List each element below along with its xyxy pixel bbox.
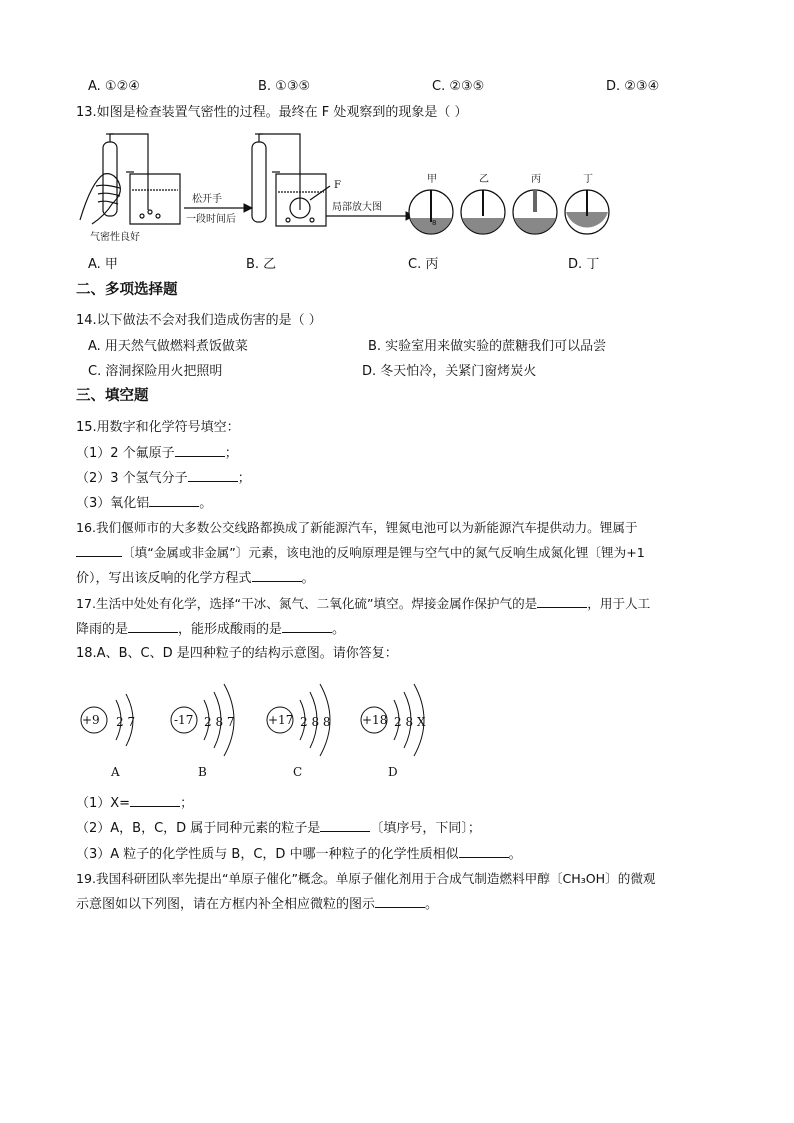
section-2-heading: 二、多项选择题	[76, 282, 178, 298]
arrow-2	[326, 212, 414, 220]
q13-option-b: B. 乙	[246, 257, 277, 272]
atom-d-label: D	[388, 765, 398, 779]
answer-blank[interactable]	[130, 794, 180, 807]
q19-line-2: 示意图如以下列图，请在方框内补全相应微粒的图示 。	[76, 897, 439, 912]
panel-jia	[409, 190, 453, 234]
q13-option-a: A. 甲	[88, 257, 118, 272]
answer-blank[interactable]	[282, 620, 332, 633]
q16-line-3: 价），写出该反响的化学方程式 。	[76, 571, 315, 586]
q16-line-2: 〔填“金属或非金属”〕元素，该电池的反响原理是锂与空气中的氮气反响生成氮化锂〔锂为+1	[76, 544, 645, 562]
answer-blank[interactable]	[320, 819, 370, 832]
panel-label-ding: 丁	[583, 174, 593, 185]
panel-ding	[565, 190, 609, 234]
q13-figure	[76, 128, 636, 252]
answer-blank[interactable]	[252, 569, 302, 582]
answer-blank[interactable]	[149, 494, 199, 507]
q15-item-3: （3）氧化铝 。	[76, 496, 213, 511]
q13-stem: 13.如图是检查装置气密性的过程。最终在 F 处观察到的现象是（ ）	[76, 105, 468, 120]
answer-blank[interactable]	[375, 895, 425, 908]
panel-label-jia: 甲	[427, 174, 437, 185]
fig-label-left: 气密性良好	[90, 232, 140, 243]
arrow1-top-label: 松开手	[192, 194, 222, 205]
atom-a-label: A	[111, 765, 120, 779]
q14-stem: 14.以下做法不会对我们造成伤害的是（ ）	[76, 313, 322, 328]
q12-option-a: A. ①②④	[88, 79, 140, 94]
answer-blank[interactable]	[128, 620, 178, 633]
beaker-2	[272, 172, 330, 226]
q18-stem: 18.A、B、C、D 是四种粒子的结构示意图。请你答复：	[76, 646, 398, 661]
svg-text:8: 8	[432, 219, 437, 227]
atom-b-nucleus: -17	[174, 713, 194, 727]
panel-label-bing: 丙	[531, 174, 541, 185]
q12-option-c: C. ②③⑤	[432, 79, 485, 94]
f-label: F	[334, 180, 341, 191]
q14-option-b: B. 实验室用来做实验的蔗糖我们可以品尝	[368, 339, 607, 354]
atom-d-electrons: 2 8 X	[394, 715, 426, 729]
q14-option-a: A. 用天然气做燃料煮饭做菜	[88, 339, 248, 354]
q12-option-d: D. ②③④	[606, 79, 660, 94]
section-3-heading: 三、填空题	[76, 388, 149, 404]
answer-blank[interactable]	[459, 845, 509, 858]
atom-a-electrons: 2 7	[116, 715, 136, 729]
arrow-1	[184, 204, 252, 212]
q17-line-2: 降雨的是 ，能形成酸雨的是 。	[76, 622, 346, 637]
q18-sub-1: （1）X= ；	[76, 796, 194, 811]
atom-d-nucleus: +18	[362, 713, 388, 727]
q16-line-1: 16.我们偃师市的大多数公交线路都换成了新能源汽车，锂氮电池可以为新能源汽车提供动力。锂属于	[76, 520, 638, 535]
panel-bing	[513, 190, 557, 234]
answer-blank[interactable]	[188, 469, 238, 482]
q15-item-2: （2）3 个氢气分子 ；	[76, 471, 251, 486]
q18-sub-2: （2）A，B，C，D 属于同种元素的粒子是 〔填序号，下同〕；	[76, 821, 481, 836]
panel-label-yi: 乙	[479, 174, 489, 185]
q15-item-1: （1）2 个氟原子 ；	[76, 446, 238, 461]
q14-option-d: D. 冬天怕冷，关紧门窗烤炭火	[362, 364, 537, 379]
q18-sub-3: （3）A 粒子的化学性质与 B，C，D 中哪一种粒子的化学性质相似 。	[76, 847, 522, 862]
atom-a-nucleus: +9	[82, 713, 100, 727]
atom-c-label: C	[293, 765, 303, 779]
q13-option-d: D. 丁	[568, 257, 600, 272]
q19-line-1: 19.我国科研团队率先提出“单原子催化”概念。单原子催化剂用于合成气制造燃料甲醇〔CH₃OH〕的微观	[76, 871, 656, 886]
atom-c-nucleus: +17	[268, 713, 294, 727]
q12-option-b: B. ①③⑤	[258, 79, 311, 94]
atom-b-electrons: 2 8 7	[204, 715, 235, 729]
answer-blank[interactable]	[76, 544, 122, 557]
q17-line-1: 17.生活中处处有化学，选择“干冰、氮气、二氧化硫”填空。焊接金属作保护气的是 ，用于人工	[76, 596, 651, 611]
atom-c-electrons: 2 8 8	[300, 715, 331, 729]
answer-blank[interactable]	[537, 595, 587, 608]
q15-stem: 15.用数字和化学符号填空：	[76, 420, 240, 435]
arrow1-bottom-label: 一段时间后	[186, 214, 236, 225]
atom-structure-diagrams	[78, 670, 458, 786]
q14-option-c: C. 溶洞探险用火把照明	[88, 364, 223, 379]
atom-b-label: B	[198, 765, 207, 779]
arrow2-label: 局部放大图	[332, 202, 382, 213]
beaker-1	[126, 172, 180, 224]
q13-option-c: C. 丙	[408, 257, 439, 272]
test-tube-with-hand	[80, 134, 148, 224]
panel-yi	[461, 190, 505, 234]
answer-blank[interactable]	[175, 444, 225, 457]
